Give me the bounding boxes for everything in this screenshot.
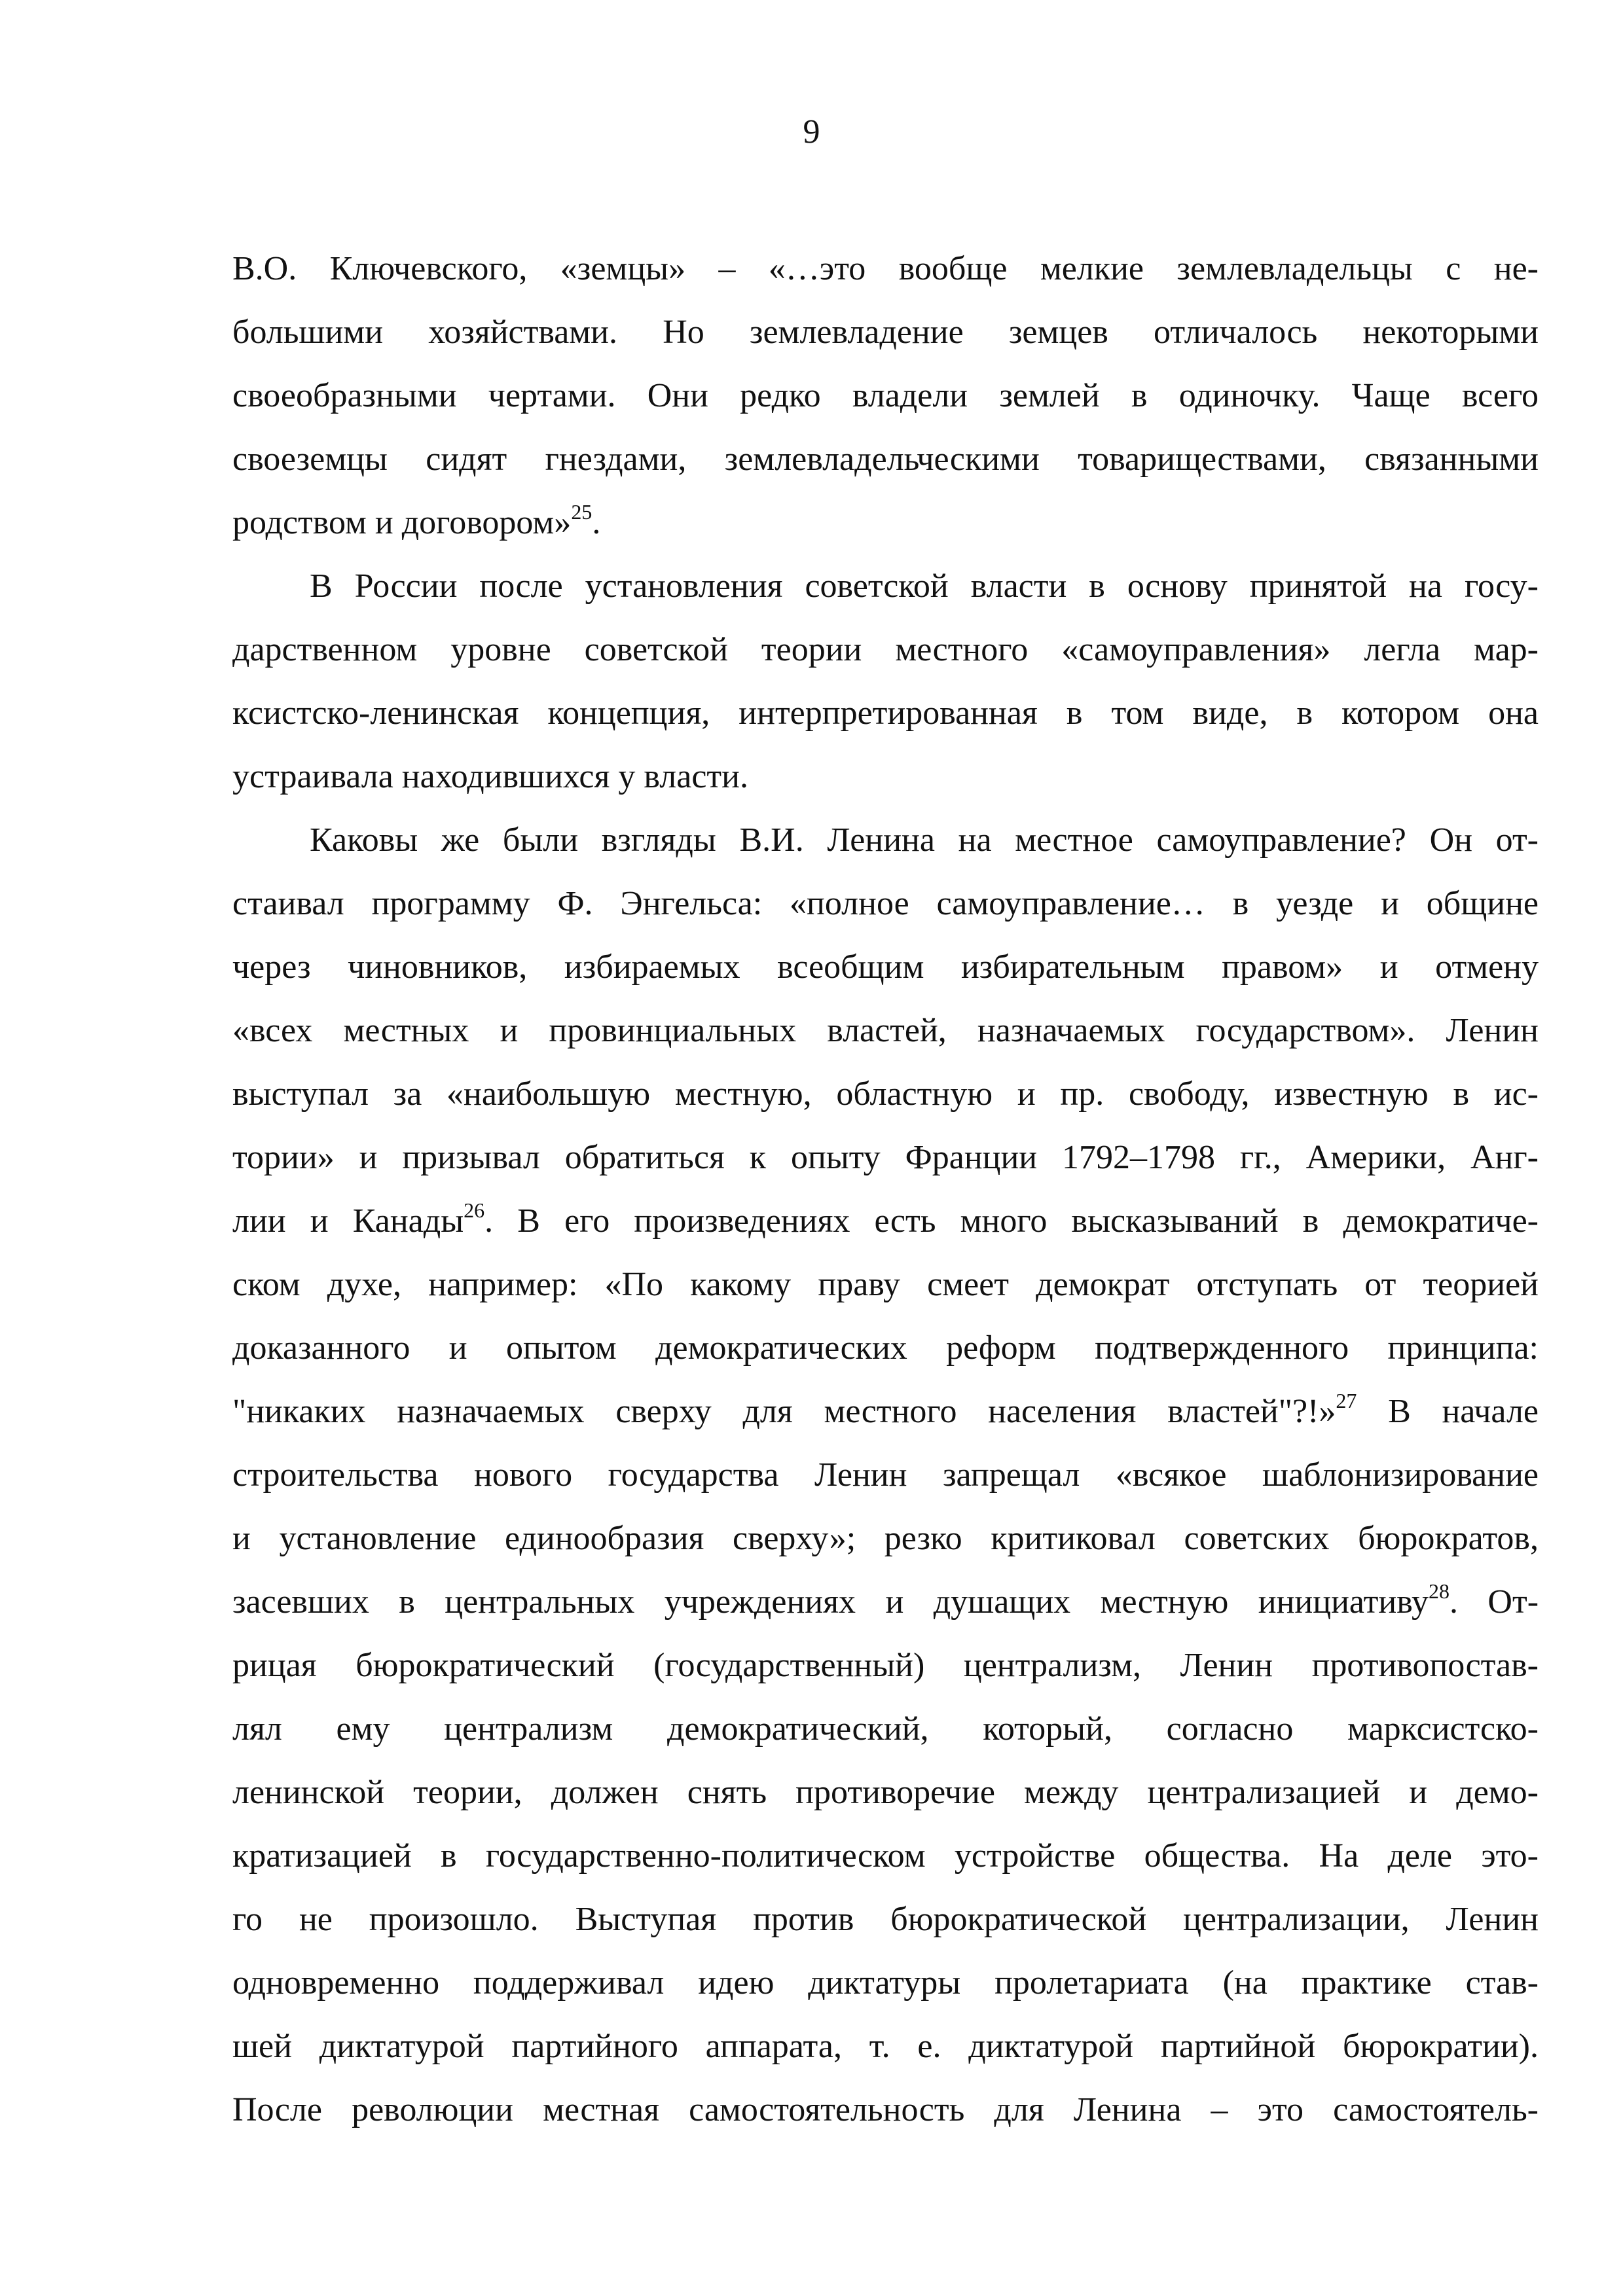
- text-line: лии и Канады$^{26}$. В его произведениях есть много высказываний в демократиче-: [232, 1198, 1539, 1240]
- text-line: выступал за «наибольшую местную, областную и пр. свободу, известную в ис-: [232, 1075, 1539, 1113]
- footnote-ref: 25: [571, 500, 593, 524]
- text-line: ксистско-ленинская концепция, интерпретированная в том виде, в котором она: [232, 694, 1539, 732]
- text-line: ском духе, например: «По какому праву смеет демократ отступать от теорией: [232, 1266, 1539, 1303]
- text-line: устраивала находившихся у власти.: [232, 758, 748, 795]
- body-text: [232, 237, 1539, 2142]
- text-line: и установление единообразия сверху»; резко критиковал советских бюрократов,: [232, 1520, 1539, 1557]
- text-line: рицая бюрократический (государственный) централизм, Ленин противопостав-: [232, 1647, 1539, 1684]
- text-line: строительства нового государства Ленин запрещал «всякое шаблонизирование: [232, 1456, 1539, 1494]
- text-line: "никаких назначаемых сверху для местного населения властей"?!»$^{27}$ В начале: [232, 1389, 1539, 1430]
- text-line: большими хозяйствами. Но землевладение земцев отличалось некоторыми: [232, 314, 1539, 351]
- text-line: засевших в центральных учреждениях и душащих местную инициативу$^{28}$. От-: [232, 1579, 1539, 1621]
- text-line: Каковы же были взгляды В.И. Ленина на местное самоуправление? Он от-: [310, 821, 1539, 859]
- paragraph: [232, 237, 1539, 554]
- text-line: шей диктатурой партийного аппарата, т. е. диктатурой партийной бюрократии).: [232, 2028, 1539, 2065]
- text-line: После революции местная самостоятельность для Ленина – это самостоятель-: [232, 2091, 1539, 2128]
- text-line: В.О. Ключевского, «земцы» – «…это вообще мелкие землевладельцы с не-: [232, 250, 1539, 287]
- footnote-ref: 26: [464, 1198, 485, 1222]
- text-line: ленинской теории, должен снять противоречие между централизацией и демо-: [232, 1774, 1539, 1811]
- text-line: дарственном уровне советской теории местного «самоуправления» легла мар-: [232, 631, 1539, 668]
- text-line: доказанного и опытом демократических реформ подтвержденного принципа:: [232, 1329, 1539, 1367]
- text-line: В России после установления советской власти в основу принятой на госу-: [310, 567, 1539, 605]
- text-line: тории» и призывал обратиться к опыту Франции 1792–1798 гг., Америки, Анг-: [232, 1139, 1539, 1176]
- paragraph: [232, 554, 1539, 808]
- text-line: своеземцы сидят гнездами, землевладельческими товариществами, связанными: [232, 440, 1539, 478]
- text-line: кратизацией в государственно-политическом устройстве общества. На деле это-: [232, 1837, 1539, 1874]
- footnote-ref: 27: [1336, 1389, 1357, 1412]
- text-line: «всех местных и провинциальных властей, назначаемых государством». Ленин: [232, 1012, 1539, 1049]
- paragraph: [232, 808, 1539, 2142]
- page-number: 9: [803, 113, 820, 151]
- text-line: своеобразными чертами. Они редко владели землей в одиночку. Чаще всего: [232, 377, 1539, 414]
- text-line: го не произошло. Выступая против бюрократической централизации, Ленин: [232, 1901, 1539, 1938]
- footnote-ref: 28: [1428, 1579, 1450, 1603]
- text-line: лял ему централизм демократический, который, согласно марксистско-: [232, 1710, 1539, 1748]
- text-line: через чиновников, избираемых всеобщим избирательным правом» и отмену: [232, 948, 1539, 986]
- text-line: стаивал программу Ф. Энгельса: «полное самоуправление… в уезде и общине: [232, 885, 1539, 922]
- text-line: родством и договором»$^{25}$.: [232, 500, 601, 541]
- text-line: одновременно поддерживал идею диктатуры пролетариата (на практике став-: [232, 1964, 1539, 2001]
